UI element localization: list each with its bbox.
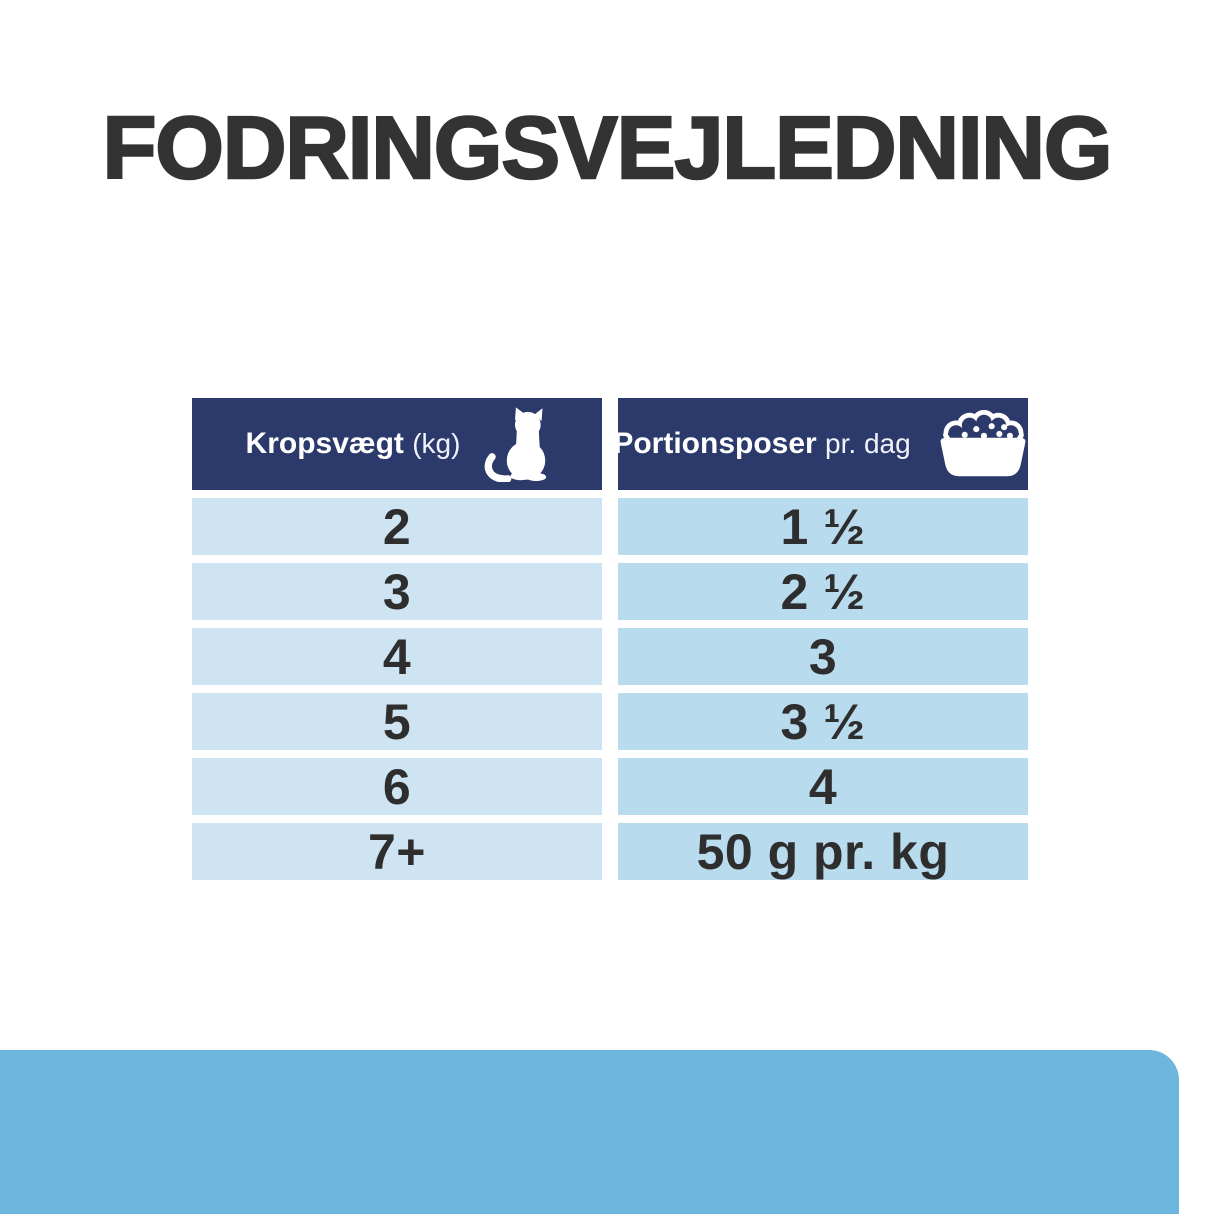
portions-cell: 4	[618, 758, 1028, 815]
bodyweight-unit: (kg)	[412, 428, 461, 459]
weight-cell: 7+	[192, 823, 602, 880]
weight-cell: 3	[192, 563, 602, 620]
portions-suffix: pr. dag	[825, 428, 911, 459]
header-portions-text	[613, 427, 910, 461]
portions-cell: 50 g pr. kg	[618, 823, 1028, 880]
header-portions	[613, 398, 1028, 490]
weight-cell: 5	[192, 693, 602, 750]
portions-cell: 3 ½	[618, 693, 1028, 750]
portions-cell: 3	[618, 628, 1028, 685]
portions-cell: 1 ½	[618, 498, 1028, 555]
weight-cell: 2	[192, 498, 602, 555]
weight-cell: 4	[192, 628, 602, 685]
portions-cell: 2 ½	[618, 563, 1028, 620]
bottom-accent-bar	[0, 1050, 1179, 1214]
feeding-table	[192, 398, 1028, 880]
header-bodyweight	[192, 398, 602, 490]
bodyweight-label: Kropsvægt	[245, 427, 404, 460]
header-bodyweight-text	[246, 427, 461, 461]
cat-icon	[482, 406, 548, 482]
page-title: FODRINGSVEJLEDNING	[102, 98, 1112, 197]
portions-label: Portionsposer	[613, 427, 817, 460]
weight-cell: 6	[192, 758, 602, 815]
food-bowl-icon	[933, 406, 1033, 483]
